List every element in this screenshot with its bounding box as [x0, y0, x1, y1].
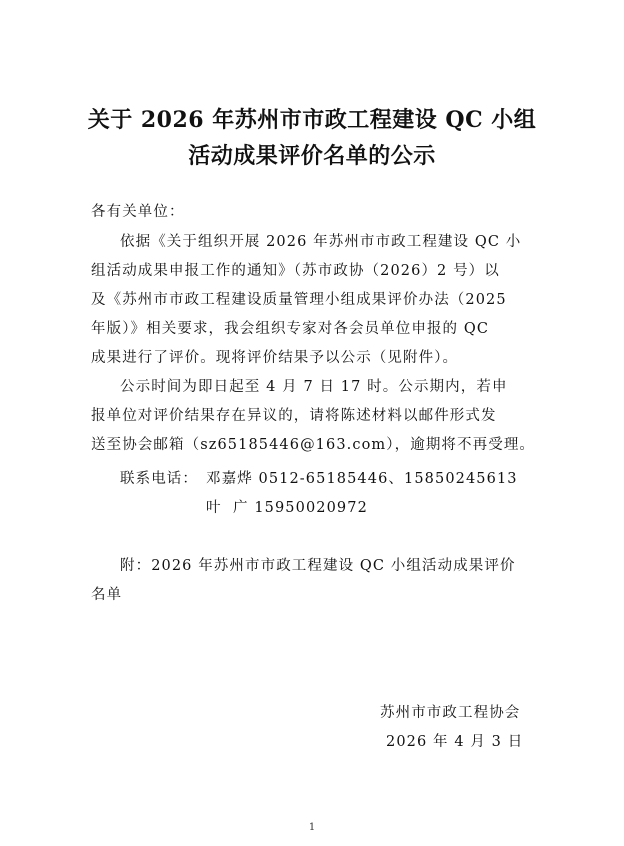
page-number: 1 — [308, 822, 316, 833]
body-p1-line-3: 及《苏州市市政工程建设质量管理小组成果评价办法（2025 — [91, 292, 507, 308]
document-title-line-1: 关于 2026 年苏州市市政工程建设 QC 小组 — [87, 107, 537, 133]
body-p1-line-2: 组活动成果申报工作的通知》（苏市政协（2026）2 号）以 — [91, 263, 500, 279]
salutation: 各有关单位： — [91, 204, 185, 220]
contact-line-1: 邓嘉烨 0512-65185446、15850245613 — [206, 471, 518, 487]
signature-organization: 苏州市市政工程协会 — [380, 705, 521, 721]
body-p2-line-3: 送至协会邮箱（sz65185446@163.com），逾期将不再受理。 — [91, 437, 536, 453]
body-p1-line-1: 依据《关于组织开展 2026 年苏州市市政工程建设 QC 小 — [120, 234, 522, 250]
signature-date: 2026 年 4 月 3 日 — [386, 734, 524, 750]
contact-label: 联系电话： — [120, 471, 198, 487]
document-title-line-2: 活动成果评价名单的公示 — [188, 143, 436, 169]
body-p1-line-4: 年版）》相关要求，我会组织专家对各会员单位申报的 QC — [91, 321, 490, 337]
attachment-line-1: 附：2026 年苏州市市政工程建设 QC 小组活动成果评价 — [120, 558, 516, 574]
attachment-line-2: 名单 — [91, 587, 123, 603]
body-p2-line-2: 报单位对评价结果存在异议的，请将陈述材料以邮件形式发 — [91, 408, 497, 424]
body-p1-line-5: 成果进行了评价。现将评价结果予以公示（见附件）。 — [91, 350, 459, 366]
body-p2-line-1: 公示时间为即日起至 4 月 7 日 17 时。公示期内，若申 — [120, 379, 508, 395]
contact-line-2: 叶 广 15950020972 — [206, 500, 368, 516]
